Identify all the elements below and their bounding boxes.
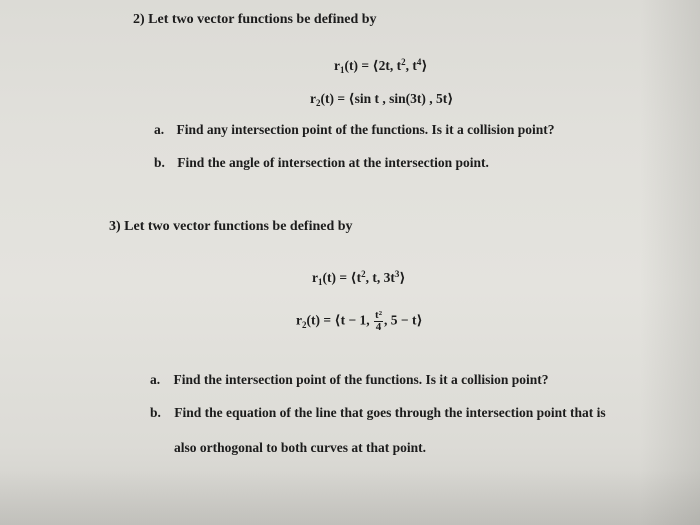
r2-arg: (t) = ⟨t − 1,: [306, 312, 370, 328]
problem-2-r2-formula: [310, 91, 453, 107]
r2-subscript: 2: [316, 98, 321, 108]
problem-3-part-b-line-2: also orthogonal to both curves at that point.: [174, 440, 427, 455]
page-shadow-right: [640, 0, 700, 525]
problem-2-r1-formula: [334, 58, 428, 74]
fraction-numerator: t²: [375, 309, 383, 321]
problem-2-part-a: [154, 122, 555, 138]
part-a-text: Find any intersection point of the functions. Is it a collision point?: [176, 122, 555, 137]
part-a-text: Find the intersection point of the functions. Is it a collision point?: [173, 372, 549, 387]
r1-arg: (t) = ⟨t: [322, 270, 362, 285]
r2-rest: (t) = ⟨sin t , sin(3t) , 5t⟩: [320, 91, 454, 106]
part-b-letter: b.: [154, 155, 165, 170]
fraction-denominator: 4: [375, 321, 382, 333]
problem-3-r2-formula: [296, 310, 423, 333]
r2-symbol: r: [296, 312, 302, 328]
r1-arg: (t) = ⟨2t, t: [344, 58, 402, 73]
part-b-text-line-1: Find the equation of the line that goes through the intersection point that is: [174, 405, 606, 420]
r1-end: ⟩: [399, 270, 406, 285]
r1-mid: , t, 3t: [365, 270, 395, 285]
problem-3-part-a: [150, 372, 549, 388]
r1-end: ⟩: [421, 58, 428, 73]
r2-end: , 5 − t⟩: [384, 312, 423, 328]
r1-symbol: r: [312, 270, 318, 285]
r1-exp-1: 2: [401, 57, 406, 67]
problem-2-heading: 2) Let two vector functions be defined by: [133, 12, 377, 27]
page-shadow-bottom: [0, 470, 700, 525]
part-a-letter: a.: [150, 372, 161, 387]
r1-mid: , t: [405, 58, 417, 73]
problem-3-r1-formula: [312, 270, 406, 286]
r1-exp-1: 2: [361, 269, 366, 279]
problem-2-part-b: [154, 155, 489, 171]
problem-3-heading: 3) Let two vector functions be defined by: [109, 219, 353, 234]
r1-symbol: r: [334, 58, 340, 73]
part-a-letter: a.: [154, 122, 165, 137]
r2-subscript: 2: [302, 319, 307, 330]
r1-subscript: 1: [318, 277, 323, 287]
r1-subscript: 1: [340, 65, 345, 75]
part-b-letter: b.: [150, 405, 161, 420]
r1-exp-2: 4: [416, 57, 422, 67]
t-squared-over-4-fraction: [374, 310, 383, 333]
problem-3-part-b: [150, 405, 606, 421]
part-b-text: Find the angle of intersection at the intersection point.: [177, 155, 489, 170]
r2-symbol: r: [310, 91, 316, 106]
r1-exp-2: 3: [394, 269, 400, 279]
